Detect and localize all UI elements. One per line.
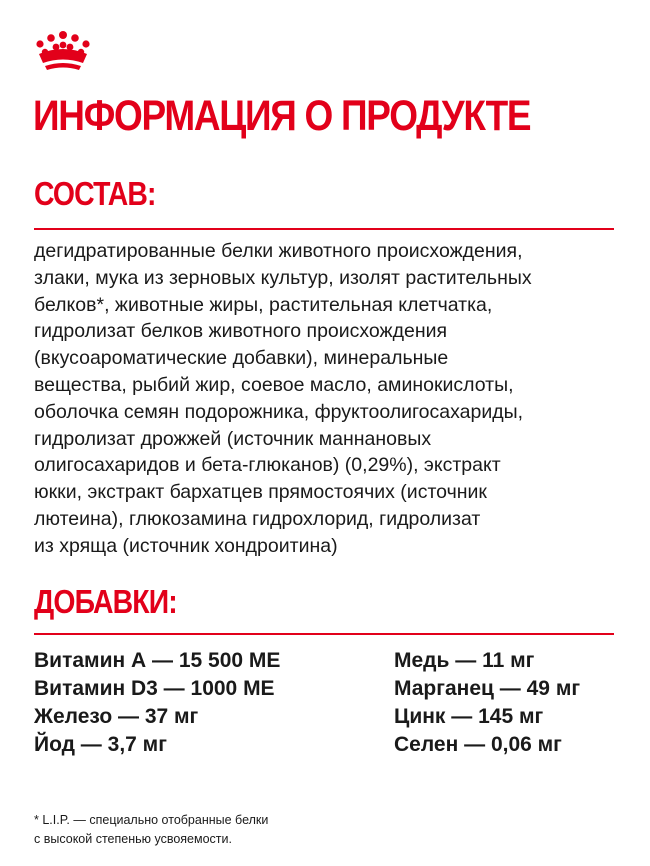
- additive-item: Витамин А — 15 500 МЕ: [34, 649, 281, 672]
- composition-line: злаки, мука из зерновых культур, изолят растительных: [34, 266, 532, 289]
- composition-text: [34, 238, 624, 560]
- footnote: [34, 811, 268, 849]
- composition-divider: [34, 228, 614, 230]
- composition-line: (вкусоароматические добавки), минеральные: [34, 347, 449, 370]
- additives-right-column: [394, 647, 580, 759]
- additive-item: Цинк — 145 мг: [394, 705, 544, 728]
- composition-line: белков*, животные жиры, растительная клетчатка,: [34, 293, 493, 316]
- composition-line: гидролизат дрожжей (источник маннановых: [34, 427, 432, 450]
- additive-item: Марганец — 49 мг: [394, 677, 581, 700]
- additives-divider: [34, 633, 614, 635]
- additive-item: Медь — 11 мг: [394, 649, 535, 672]
- composition-line: гидролизат белков животного происхождения: [34, 320, 448, 343]
- footnote-line: * L.I.P. — специально отобранные белки: [34, 813, 269, 827]
- additive-item: Витамин D3 — 1000 МЕ: [34, 677, 275, 700]
- composition-line: дегидратированные белки животного происхождения,: [34, 240, 523, 262]
- additive-item: Селен — 0,06 мг: [394, 733, 562, 756]
- composition-line: олигосахаридов и бета-глюканов) (0,29%), экстракт: [34, 454, 501, 477]
- composition-line: юкки, экстракт бархатцев прямостоячих (источник: [34, 481, 487, 504]
- composition-line: вещества, рыбий жир, соевое масло, аминокислоты,: [34, 373, 514, 396]
- additives-left-column: [34, 647, 280, 759]
- page-title: ИНФОРМАЦИЯ О ПРОДУКТЕ: [33, 92, 531, 140]
- additive-item: Йод — 3,7 мг: [34, 733, 167, 756]
- composition-line: лютеина), глюкозамина гидрохлорид, гидролизат: [34, 507, 481, 530]
- composition-line: из хряща (источник хондроитина): [34, 534, 338, 557]
- additive-item: Железо — 37 мг: [34, 705, 199, 728]
- additives-heading: ДОБАВКИ:: [34, 583, 177, 620]
- composition-heading: СОСТАВ:: [34, 175, 156, 212]
- composition-line: оболочка семян подорожника, фруктоолигосахариды,: [34, 400, 524, 423]
- crown-icon: [32, 30, 94, 76]
- footnote-line: с высокой степенью усвояемости.: [34, 832, 232, 846]
